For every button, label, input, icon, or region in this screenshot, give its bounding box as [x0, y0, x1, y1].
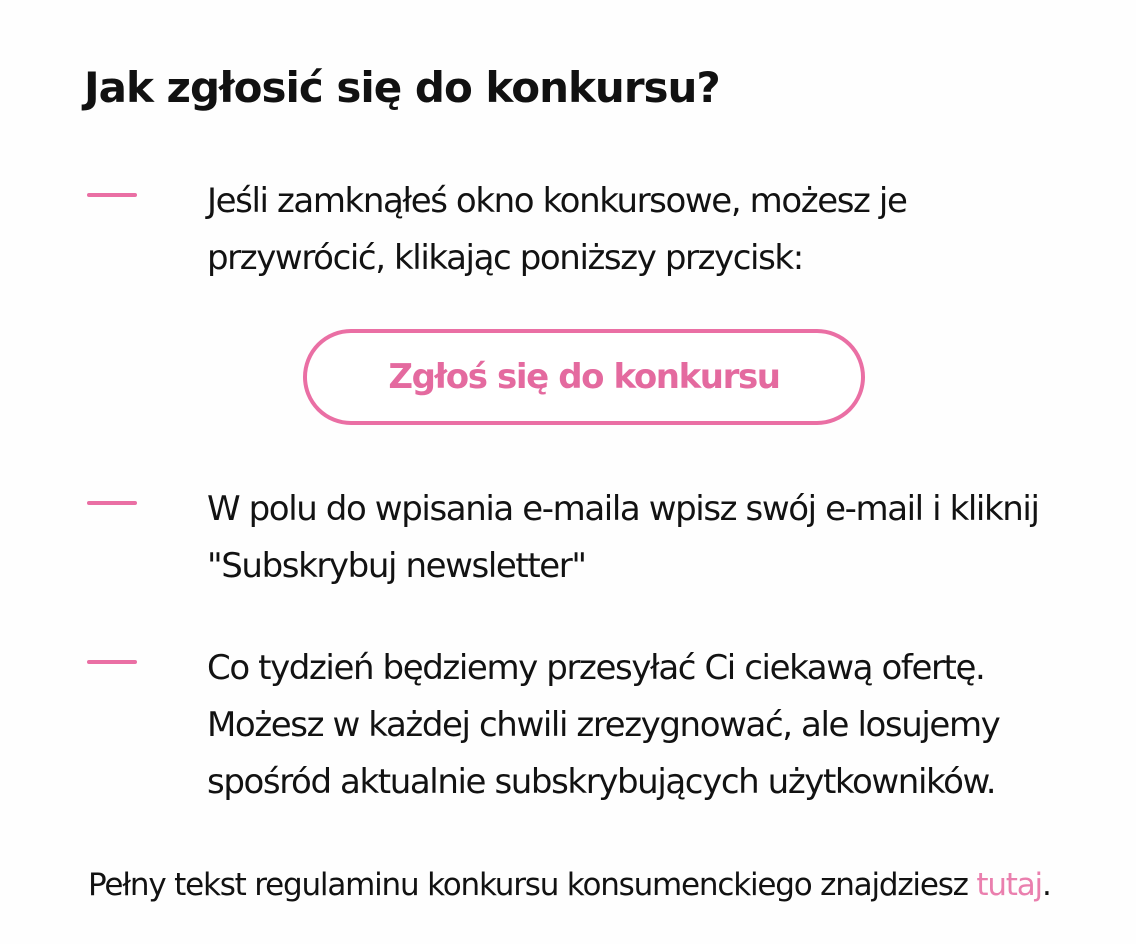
step-text-line: Jeśli zamknąłeś okno konkursowe, możesz je [207, 181, 907, 221]
step-text-line: "Subskrybuj newsletter" [207, 546, 586, 586]
pink-dash-marker [87, 660, 137, 664]
enter-contest-button[interactable]: Zgłoś się do konkursu [303, 329, 865, 425]
step-text-line: Możesz w każdej chwili zrezygnować, ale losujemy [207, 705, 1000, 745]
rules-note [88, 858, 1051, 912]
step-text [207, 481, 1136, 595]
pink-dash-marker [87, 193, 137, 197]
page-title: Jak zgłosić się do konkursu? [84, 63, 720, 112]
step-text-line: przywrócić, klikając poniższy przycisk: [207, 238, 803, 278]
step-text [207, 173, 1136, 287]
step-text-line: W polu do wpisania e-maila wpisz swój e-mail i kliknij [207, 489, 1039, 529]
rules-note-text: Pełny tekst regulaminu konkursu konsumenckiego znajdziesz [88, 867, 977, 903]
rules-note-period: . [1041, 867, 1051, 903]
step-text-line: Co tydzień będziemy przesyłać Ci ciekawą ofertę. [207, 648, 985, 688]
rules-link[interactable]: tutaj [976, 867, 1042, 903]
pink-dash-marker [87, 501, 137, 505]
step-text-line: spośród aktualnie subskrybujących użytkowników. [207, 762, 996, 802]
step-text [207, 640, 1136, 811]
